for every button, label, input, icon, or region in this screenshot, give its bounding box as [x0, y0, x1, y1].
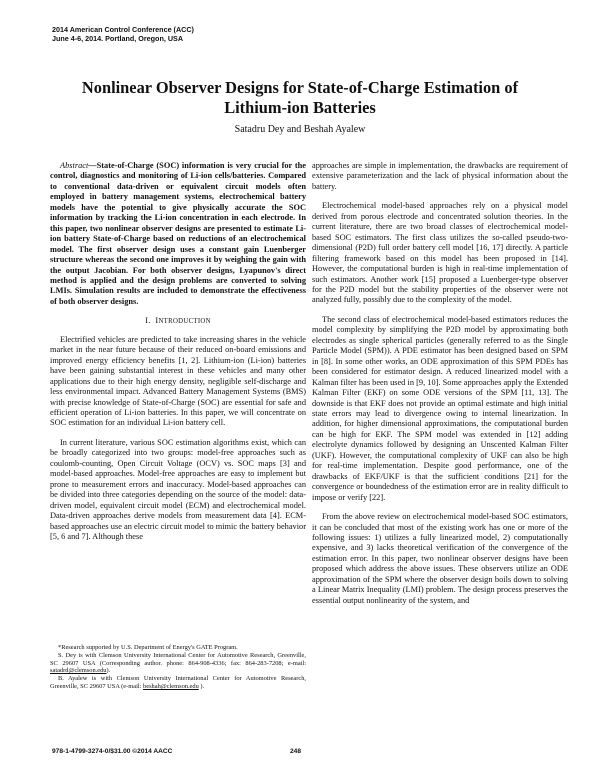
email-link-dey[interactable]: satadrd@clemson.edu — [50, 667, 107, 675]
intro-paragraph-1: Electrified vehicles are predicted to take increasing shares in the vehicle market in the near future because of their reduced on-board emissions and improved energy efficiency benefits [1, 2]. Lithium-ion (Li-ion) batteries have been gaining substantial interest in these vehicles and many other applications due to their high energy density, negligible self-discharge and less environmental impact. Advanced Battery Management Systems (BMS) with precise knowledge of State-of-Charge (SOC) are essential for safe and efficient operation of Li-ion batteries. In this paper, we will concentrate on SOC estimation for an individual Li-ion battery cell. — [50, 334, 306, 428]
section-heading-introduction — [50, 316, 306, 327]
conference-name: 2014 American Control Conference (ACC) — [52, 25, 194, 34]
footnote-support: *Research supported by U.S. Department of Energy's GATE Program. — [58, 644, 238, 651]
conference-header — [52, 26, 194, 43]
paper-title — [40, 78, 560, 118]
paper-title-line-1: Nonlinear Observer Designs for State-of-Charge Estimation of — [81, 78, 519, 97]
footer-isbn: 978-1-4799-3274-0/$31.00 ©2014 AACC — [52, 748, 173, 755]
right-paragraph-3: The second class of electrochemical model-based estimators reduces the model complexity by simplifying the P2D model by approximating both electrodes as single spherical particles (generally referred to as the Single Particle Model (SPM)). A PDE estimator has been designed based on SPM in [8]. In some other works, an ODE approximation of this SPM PDEs has been considered for estimator design. A reduced linearized model with a Kalman filter has been used in [9, 10]. Some approaches apply the Extended Kalman Filter (EKF) on some ODE versions of the SPM [11, 13]. The downside is that EKF does not provide an optimal estimate and high initial state errors may lead to divergence owing to internal linearization. In addition, for higher dimensional approximations, the computational burden can be high for EKF. The SPM model was extended in [12] adding electrolyte dynamics followed by designing an Unscented Kalman Filter (UKF). However, the computational complexity of UKF can also be high for real-time implementation. Despite good performance, one of the drawbacks of EKF/UKF is that the sufficient conditions [21] for the convergence or boundedness of the estimation error are in reality difficult to impose or verify [22]. — [312, 314, 568, 502]
section-number: I. — [145, 316, 151, 326]
footnote-author-ayalew: B. Ayalew is with Clemson University International Center for Automotive Research, Greenville, SC 29607 USA (e-mail: beshah@clemson.edu ). — [50, 675, 306, 690]
email-link-ayalew[interactable]: beshah@clemson.edu — [143, 682, 199, 690]
right-paragraph-2: Electrochemical model-based approaches rely on a physical model derived from porous electrode and concentrated solution theories. In the current literature, there are two broad classes of electrochemical model-based SOC estimators. The first class utilizes the so-called pseudo-two-dimensional (P2D) full order battery cell model [16, 17] directly. A particle filtering framework based on this model has been proposed in [14]. However, the computational burden is high in real-time implementation of such estimators. Another work [15] proposed a Luenberger-type observer for the P2D model but the stability properties of the observer were not analyzed fully, possibly due to the complexity of the model. — [312, 201, 568, 305]
left-column — [50, 161, 306, 542]
abstract-label: Abstract — [60, 161, 89, 170]
footnote-author-dey: S. Dey is with Clemson University International Center for Automotive Research, Greenville, SC 29607 USA (Corresponding author. phone: 864-908-4336; fax: 864-283-7208; e-mail: satadrd@clemson.edu). — [50, 651, 306, 675]
page-number: 248 — [290, 748, 302, 755]
section-title-initial: I — [155, 316, 159, 326]
right-column — [312, 161, 568, 606]
intro-paragraph-2: In current literature, various SOC estimation algorithms exist, which can be broadly categorized into two groups: model-free approaches such as coulomb-counting, Open Circuit Voltage (OCV) vs. SOC maps [3] and model-based approaches. Model-free approaches are easy to implement but prone to measurement errors and inaccuracy. Model-based approaches can be divided into three categories depending on the source of the model: data-driven model, equivalent circuit model (ECM) and electrochemical model. Data-driven approaches derive models from measurement data [4]. ECM-based approaches use an electric circuit model to mimic the battery behavior [5, 6 and 7]. Although these — [50, 437, 306, 541]
conference-date-location: June 4-6, 2014. Portland, Oregon, USA — [52, 33, 184, 43]
abstract-text: —State-of-Charge (SOC) information is very crucial for the control, diagnostics and monitoring of Li-ion cells/batteries. Compared to conventional data-driven or equivalent circuit models often employed in battery management systems, electrochemical battery models have the potential to give physically accurate the SOC information by tracking the Li-ion concentration in each electrode. In this paper, two nonlinear observer designs are presented to estimate Li-ion battery State-of-Charge based on reductions of an electrochemical model. The first observer design uses a constant gain Luenberger structure whereas the second one improves it by weighing the gain with the output Jacobian. For both observer designs, Lyapunov's direct method is applied and the design problems are converted to solving LMIs. Simulation results are included to demonstrate the effectiveness of both observer designs. — [50, 161, 306, 306]
footnotes — [50, 644, 306, 691]
section-title-rest: NTRODUCTION — [158, 318, 211, 326]
right-paragraph-1: approaches are simple in implementation, the drawbacks are requirement of extensive parameterization and the lack of physical information about the battery. — [312, 161, 568, 191]
abstract — [50, 161, 306, 307]
paper-authors: Satadru Dey and Beshah Ayalew — [234, 124, 366, 135]
paper-title-line-2: Lithium-ion Batteries — [224, 98, 376, 117]
right-paragraph-4: From the above review on electrochemical model-based SOC estimators, it can be concluded that most of the existing work has one or more of the following issues: 1) utilizes a fully linearized model, 2) computationally expensive, and 3) lacks theoretical verification of the convergence of the estimation error. In this paper, two nonlinear observer designs have been proposed which address the above issues. These observers utilize an ODE approximation of the SPM where the observer design boils down to solving a Linear Matrix Inequality (LMI) problem. The design process preserves the essential output nonlinearity of the system, and — [312, 512, 568, 605]
